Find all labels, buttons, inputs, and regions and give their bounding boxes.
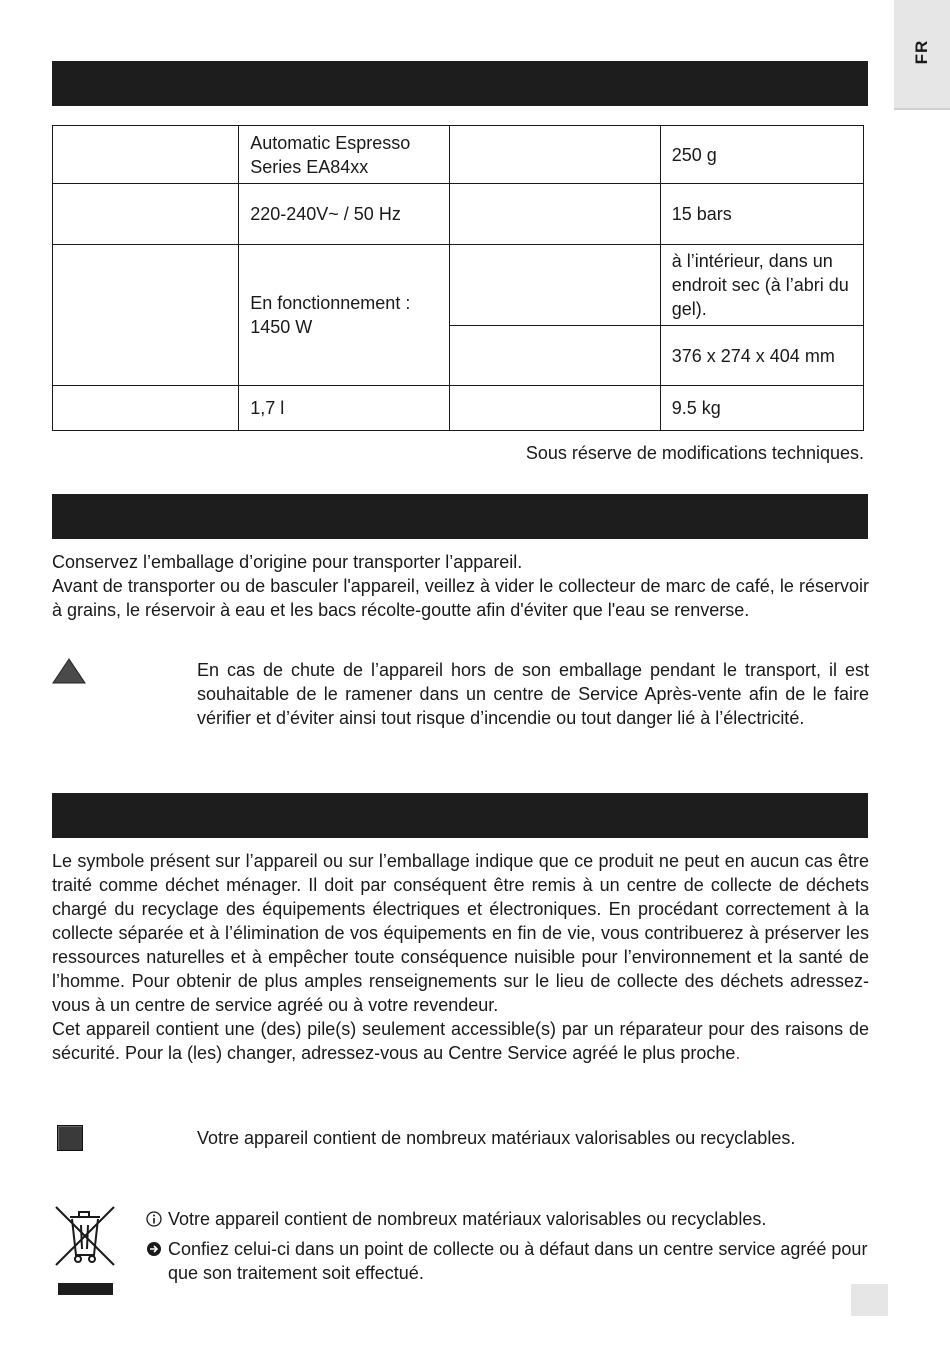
recycling-bullets xyxy=(146,1207,869,1291)
table-cell: 250 g xyxy=(660,126,863,184)
recyclable-note: Votre appareil contient de nombreux matériaux valorisables ou recyclables. xyxy=(197,1128,796,1148)
transport-text xyxy=(52,550,869,622)
environment-para-1: Le symbole présent sur l’appareil ou sur l’emballage indique que ce produit ne peut en aucun cas être traité comme déchet ménager. Il doit par conséquent être remis à un centre de collecte de déchets chargé du recyclage des équipements électriques et électroniques. En procédant correctement à la collecte séparée et à l’élimination de vos équipements en fin de vie, vous contribuerez à préserver les ressources naturelles et à empêcher toute conséquence nuisible pour l’environnement et la santé de l’homme. Pour obtenir de plus amples renseignements sur le lieu de collecte des déchets adressez-vous à un centre de service agréé ou à votre revendeur. xyxy=(52,851,869,1015)
table-row xyxy=(53,126,864,184)
environment-para-2-text: Cet appareil contient une (des) pile(s) seulement accessible(s) par un réparateur pour des raisons de sécurité. Pour la (les) changer, adressez-vous au Centre Service agréé le plus proche xyxy=(52,1019,869,1063)
language-tab xyxy=(894,0,950,110)
bin-underline-bar xyxy=(58,1283,113,1295)
table-cell xyxy=(450,326,660,386)
table-cell xyxy=(53,245,239,386)
table-row xyxy=(53,386,864,431)
info-circle-icon xyxy=(146,1211,162,1227)
table-cell: 376 x 274 x 404 mm xyxy=(660,326,863,386)
table-cell: En fonctionnement : 1450 W xyxy=(239,245,450,386)
warning-triangle-icon xyxy=(52,658,86,684)
table-cell xyxy=(450,126,660,184)
list-item xyxy=(146,1237,869,1285)
language-tab-label: FR xyxy=(912,39,931,65)
transport-line-2: Avant de transporter ou de basculer l'appareil, veillez à vider le collecteur de marc de café, le réservoir à grains, le réservoir à eau et les bacs récolte-goutte afin d'éviter que l'eau se renverse. xyxy=(52,576,869,620)
section-header-bar-specs xyxy=(52,61,868,106)
page-number-box xyxy=(851,1284,888,1316)
specifications-table xyxy=(52,125,864,431)
table-cell xyxy=(450,386,660,431)
transport-warning: En cas de chute de l’appareil hors de son emballage pendant le transport, il est souhaitable de le ramener dans un centre de Service Après-vente afin de le faire vérifier et d’éviter ainsi tout risque d’incendie ou tout danger lié à l’électricité. xyxy=(197,660,869,728)
table-cell xyxy=(450,245,660,326)
square-bullet-icon xyxy=(57,1125,83,1151)
table-cell: 220-240V~ / 50 Hz xyxy=(239,184,450,245)
section-header-bar-transport xyxy=(52,494,868,539)
table-cell xyxy=(450,184,660,245)
environment-text xyxy=(52,849,869,1065)
bullet-info-text: Votre appareil contient de nombreux matériaux valorisables ou recyclables. xyxy=(168,1209,767,1229)
table-cell xyxy=(53,126,239,184)
section-header-bar-environment xyxy=(52,793,868,838)
table-cell: 15 bars xyxy=(660,184,863,245)
list-item xyxy=(146,1207,869,1231)
table-cell: à l’intérieur, dans un endroit sec (à l’abri du gel). xyxy=(660,245,863,326)
table-row xyxy=(53,184,864,245)
specs-note: Sous réserve de modifications techniques. xyxy=(525,443,864,463)
table-cell xyxy=(53,184,239,245)
table-cell: 9.5 kg xyxy=(660,386,863,431)
bullet-action-text: Confiez celui-ci dans un point de collecte ou à défaut dans un centre service agréé pour que son traitement soit effectué. xyxy=(168,1239,868,1283)
arrow-right-icon xyxy=(146,1241,162,1257)
table-row xyxy=(53,245,864,326)
table-cell: Automatic Espresso Series EA84xx xyxy=(239,126,450,184)
crossed-bin-icon xyxy=(52,1203,118,1269)
environment-para-2 xyxy=(52,1017,869,1065)
environment-para-2-end: . xyxy=(735,1043,741,1063)
table-cell xyxy=(53,386,239,431)
table-cell: 1,7 l xyxy=(239,386,450,431)
transport-line-1: Conservez l’emballage d’origine pour transporter l’appareil. xyxy=(52,552,523,572)
